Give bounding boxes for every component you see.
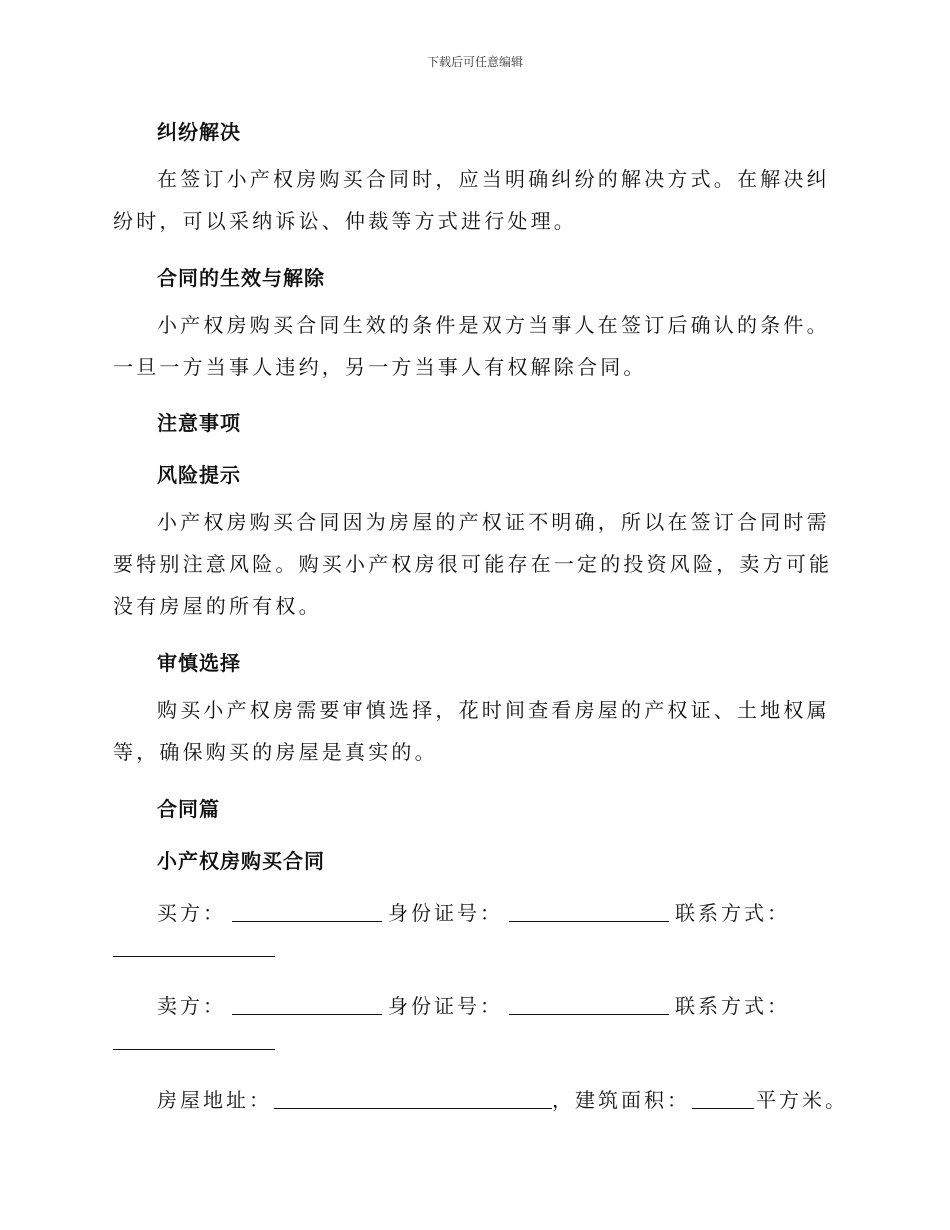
heading-validity: 合同的生效与解除	[157, 266, 325, 290]
seller-row	[157, 990, 790, 1019]
seller-id-blank[interactable]	[509, 996, 669, 1015]
heading-contract: 合同篇	[157, 797, 220, 821]
paragraph-validity: 小产权房购买合同生效的条件是双方当事人在签订后确认的条件。一旦一方当事人违约，另一方当事人有权解除合同。	[113, 313, 830, 379]
paragraph-careful: 购买小产权房需要审慎选择，花时间查看房屋的产权证、土地权属等，确保购买的房屋是真实的。	[113, 698, 830, 764]
page-header: 下载后可任意编辑	[426, 55, 523, 69]
seller-contact-blank[interactable]	[113, 1049, 275, 1050]
seller-name-blank[interactable]	[232, 996, 382, 1015]
heading-contract-title: 小产权房购买合同	[157, 849, 325, 873]
seller-label: 卖方：	[157, 994, 226, 1018]
buyer-contact-blank[interactable]	[113, 956, 275, 957]
buyer-id-label: 身份证号：	[388, 901, 503, 925]
seller-id-label: 身份证号：	[388, 994, 503, 1018]
buyer-row	[157, 897, 790, 926]
area-label: ，建筑面积：	[552, 1088, 690, 1112]
address-row	[157, 1084, 848, 1113]
buyer-id-blank[interactable]	[509, 903, 669, 922]
buyer-contact-label: 联系方式：	[675, 901, 790, 925]
address-label: 房屋地址：	[157, 1088, 272, 1112]
heading-notes: 注意事项	[157, 411, 241, 435]
buyer-label: 买方：	[157, 901, 226, 925]
buyer-name-blank[interactable]	[232, 903, 382, 922]
heading-risk: 风险提示	[157, 463, 241, 487]
area-blank[interactable]	[692, 1090, 754, 1109]
paragraph-dispute: 在签订小产权房购买合同时，应当明确纠纷的解决方式。在解决纠纷时，可以采纳诉讼、仲裁等方式进行处理。	[113, 167, 830, 233]
address-blank[interactable]	[274, 1090, 552, 1109]
paragraph-risk: 小产权房购买合同因为房屋的产权证不明确，所以在签订合同时需要特别注意风险。购买小产权房很可能存在一定的投资风险，卖方可能没有房屋的所有权。	[113, 510, 833, 618]
heading-dispute: 纠纷解决	[157, 120, 241, 144]
seller-contact-label: 联系方式：	[675, 994, 790, 1018]
area-unit: 平方米。	[756, 1088, 848, 1112]
heading-careful: 审慎选择	[157, 651, 241, 675]
